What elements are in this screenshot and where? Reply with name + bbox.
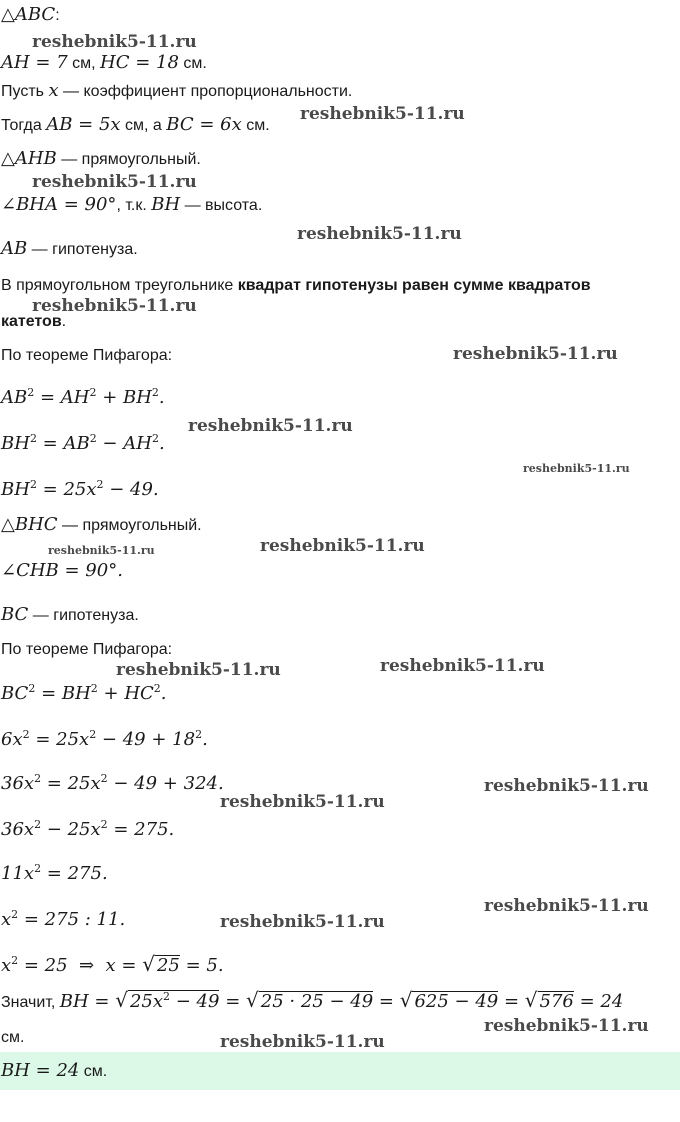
line-pythagoras-rule-2: катетов. [1,313,67,330]
watermark: reshebnik5-11.ru [297,224,462,244]
line-by-theorem-1: По теореме Пифагора: [1,347,173,364]
watermark: reshebnik5-11.ru [32,296,197,316]
eq-x-squared-division: $x^2 = 275$ : 11. [1,908,126,930]
watermark: reshebnik5-11.ru [484,896,649,916]
eq-bh-squared-1: $BH^2 = AB^2 - AH^2$. [1,432,165,454]
math-triangle-abc: △ABC [1,4,56,25]
eq-36x-minus-25x: $36x^2 - 25x^2 = 275$. [1,818,175,840]
eq-6x-squared: $6x^2 = 25x^2 - 49 + 18^2$. [1,728,208,750]
watermark: reshebnik5-11.ru [484,1016,649,1036]
watermark: reshebnik5-11.ru [48,544,155,557]
watermark: reshebnik5-11.ru [32,32,197,52]
line-bhc-right: △BHC — прямоугольный. [1,514,202,535]
line-given-lengths: AH = 7 см, HC = 18 см. [1,52,207,73]
line-by-theorem-2: По теореме Пифагора: [1,641,173,658]
watermark: reshebnik5-11.ru [220,792,385,812]
watermark: reshebnik5-11.ru [300,104,465,124]
eq-bh-squared-2: $BH^2 = 25x^2 - 49$. [1,478,159,500]
watermark: reshebnik5-11.ru [32,172,197,192]
line-ahb-right: △AHB — прямоугольный. [1,148,201,169]
line-triangle-abc: △ABC: [1,4,60,25]
eq-11x-squared: $11x^2 = 275$. [1,862,108,884]
watermark: reshebnik5-11.ru [260,536,425,556]
eq-36x-squared: $36x^2 = 25x^2 - 49 + 324$. [1,772,224,794]
line-cm: см. [1,1029,25,1046]
line-ab-hypotenuse: AB — гипотенуза. [1,238,138,259]
watermark: reshebnik5-11.ru [523,462,630,475]
watermark: reshebnik5-11.ru [380,656,545,676]
line-let-x: Пусть x — коэффициент пропорциональности. [1,80,353,101]
watermark: reshebnik5-11.ru [220,912,385,932]
answer-highlight [0,1052,680,1090]
line-pythagoras-rule-1: В прямоугольном треугольнике квадрат гипотенузы равен сумме квадратов [1,277,591,294]
eq-bc-squared: $BC^2 = BH^2 + HC^2$. [1,682,167,704]
line-chb-angle: ∠CHB = 90°. [1,560,123,581]
eq-x-equals-5: $x^2 = 25$ ⇒ x = √ 25 = 5. [1,952,224,976]
line-bc-hypotenuse: BC — гипотенуза. [1,604,139,625]
eq-ab-squared: $AB^2 = AH^2 + BH^2$. [1,386,165,408]
answer-text: BH = 24 см. [1,1060,108,1081]
watermark: reshebnik5-11.ru [220,1032,385,1052]
line-then-ab-bc: Тогда AB = 5x см, а BC = 6x см. [1,114,270,135]
line-bha-angle: ∠BHA = 90°, т.к. BH — высота. [1,194,263,215]
eq-bh-computation: Значит, BH = √ $25x^2 - 49$ = √ 25 · 25 − 49 = √ 625 − 49 = √ 576 = 24 [1,988,624,1012]
watermark: reshebnik5-11.ru [453,344,618,364]
watermark: reshebnik5-11.ru [116,660,281,680]
watermark: reshebnik5-11.ru [188,416,353,436]
watermark: reshebnik5-11.ru [484,776,649,796]
